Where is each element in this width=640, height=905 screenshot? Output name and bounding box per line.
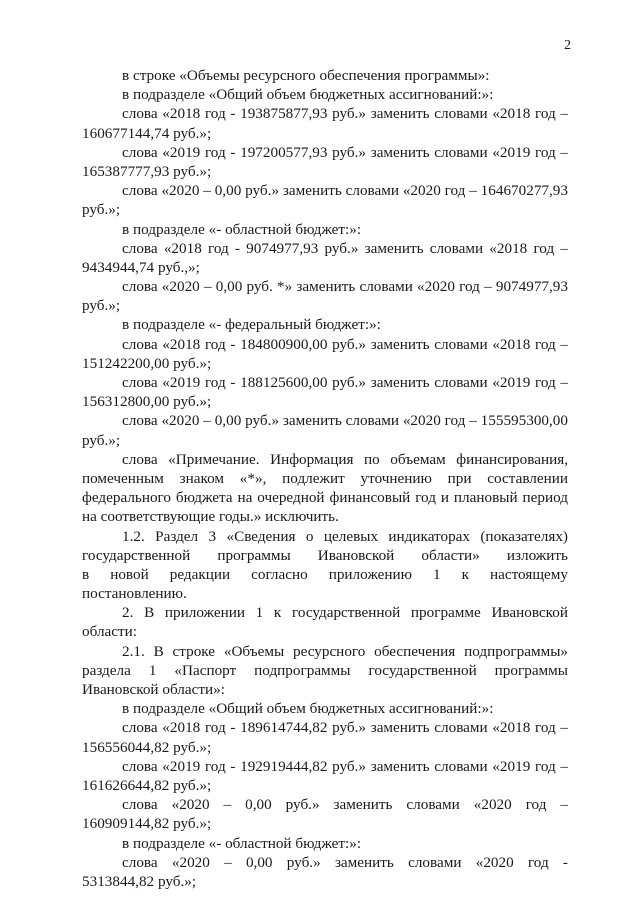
text-line: федерального бюджета на очередной финансовый год и плановый период xyxy=(82,489,568,507)
text-line: в подразделе «Общий объем бюджетных ассигнований:»: xyxy=(122,86,494,104)
text-line: слова «2018 год - 189614744,82 руб.» заменить словами «2018 год – xyxy=(122,719,568,737)
text-line: области: xyxy=(82,623,137,641)
text-line: Ивановской области»: xyxy=(82,681,225,698)
text-line: помеченным знаком «*», подлежит уточнению при составлении xyxy=(82,469,568,487)
text-line: 160909144,82 руб.»; xyxy=(82,815,212,833)
text-line: слова «2019 год - 188125600,00 руб.» заменить словами «2019 год – xyxy=(122,374,568,391)
text-line: слова «2018 год - 9074977,93 руб.» заменить словами «2018 год – xyxy=(122,239,568,257)
text-line: руб.»; xyxy=(82,297,121,315)
text-line: слова «2019 год - 192919444,82 руб.» заменить словами «2019 год – xyxy=(122,757,568,775)
text-line: слова «2020 – 0,00 руб.» заменить словами «2020 год – 155595300,00 xyxy=(122,412,568,430)
text-line: в строке «Объемы ресурсного обеспечения программы»: xyxy=(122,67,490,84)
text-line: в подразделе «- федеральный бюджет:»: xyxy=(122,316,381,334)
text-line: 156312800,00 руб.»; xyxy=(82,393,212,411)
text-line: слова «2020 – 0,00 руб.» заменить словами «2020 год - xyxy=(122,853,568,871)
text-line: руб.»; xyxy=(82,201,121,219)
text-line: слова «2019 год - 197200577,93 руб.» заменить словами «2019 год – xyxy=(122,143,568,161)
text-line: 156556044,82 руб.»; xyxy=(82,738,212,756)
text-line: 151242200,00 руб.»; xyxy=(82,354,212,372)
page-number: 2 xyxy=(564,38,571,53)
text-line: 2. В приложении 1 к государственной программе Ивановской xyxy=(122,604,568,622)
text-line: 160677144,74 руб.»; xyxy=(82,124,212,142)
text-line: 161626644,82 руб.»; xyxy=(82,776,212,794)
text-line: слова «Примечание. Информация по объемам финансирования, xyxy=(122,450,568,468)
text-line: 9434944,74 руб.,»; xyxy=(82,258,200,276)
text-line: слова «2020 – 0,00 руб.» заменить словами «2020 год – xyxy=(122,796,568,814)
text-line: слова «2018 год - 184800900,00 руб.» заменить словами «2018 год – xyxy=(122,335,568,353)
text-line: слова «2018 год - 193875877,93 руб.» заменить словами «2018 год – xyxy=(122,105,568,123)
text-line: на соответствующие годы.» исключить. xyxy=(82,508,339,526)
text-line: слова «2020 – 0,00 руб.» заменить словами «2020 год – 164670277,93 xyxy=(122,182,568,200)
text-line: в подразделе «- областной бюджет:»: xyxy=(122,220,362,238)
text-line: в подразделе «Общий объем бюджетных ассигнований:»: xyxy=(122,700,494,718)
text-line: 5313844,82 руб.»; xyxy=(82,872,197,890)
text-line: в новой редакции согласно приложению 1 к настоящему xyxy=(82,565,568,583)
text-line: раздела 1 «Паспорт подпрограммы государственной программы xyxy=(82,661,568,679)
text-line: государственной программы Ивановской области» изложить xyxy=(82,546,568,564)
text-line: 165387777,93 руб.»; xyxy=(82,162,212,180)
text-line: 2.1. В строке «Объемы ресурсного обеспечения подпрограммы» xyxy=(122,642,568,660)
text-line: постановлению. xyxy=(82,585,187,603)
text-line: 1.2. Раздел 3 «Сведения о целевых индикаторах (показателях) xyxy=(122,527,568,545)
text-line: руб.»; xyxy=(82,431,121,449)
text-line: в подразделе «- областной бюджет:»: xyxy=(122,834,362,852)
document-body xyxy=(82,66,568,891)
text-line: слова «2020 – 0,00 руб. *» заменить словами «2020 год – 9074977,93 xyxy=(122,278,568,296)
